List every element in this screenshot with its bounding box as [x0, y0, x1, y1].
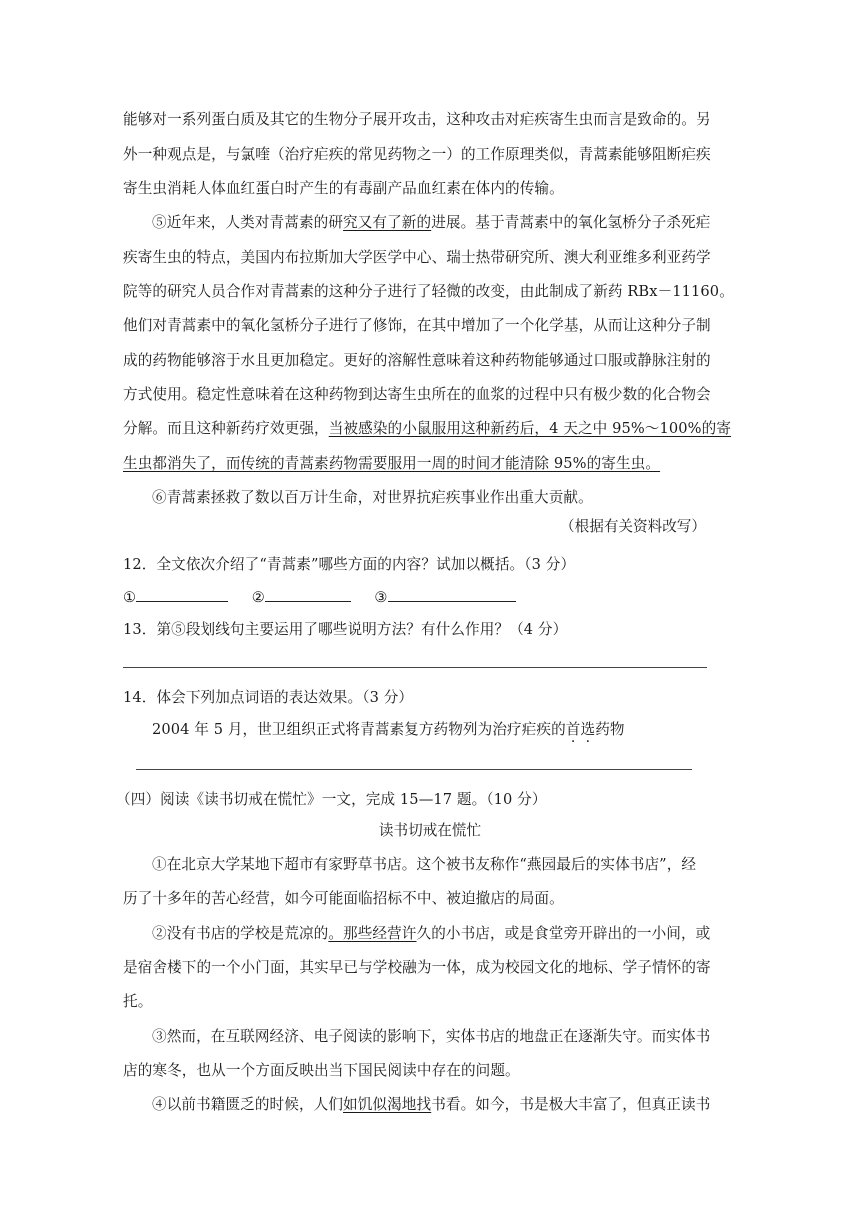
p5-text: 分解。而且这种新药疗效更强， — [123, 420, 329, 437]
p5-text: 进展。基于青蒿素中的氧化氢桥分子杀死疟 — [431, 214, 711, 231]
p5-line-8 — [123, 454, 743, 474]
article-title: 读书切戒在慌忙 — [378, 822, 482, 839]
question-13: 13．第⑤段划线句主要运用了哪些说明方法？有什么作用？（4 分） — [123, 621, 568, 638]
q14-sentence-text: 药物 — [595, 721, 625, 738]
q14-dotted-char: 首 — [565, 721, 581, 738]
q14-dotted-char: 选 — [580, 721, 596, 738]
q12-mark-1: ① — [123, 589, 137, 606]
p5-underlined-sentence: 生虫都消失了，而传统的青蒿素药物需要服用一周的时间才能清除 95%的寄生虫。 — [123, 455, 661, 472]
p4-line-3: 寄生虫消耗人体血红蛋白时产生的有毒副产品血红素在体内的传输。 — [123, 180, 564, 197]
q13-answer-line[interactable] — [123, 667, 707, 668]
a4-line-1 — [152, 1095, 772, 1115]
p5-underlined-phrase: 究又有了新的 — [343, 214, 432, 231]
p5-line-1 — [152, 213, 772, 233]
p5-line-2: 疾寄生虫的特点，美国内布拉斯加大学医学中心、瑞士热带研究所、澳大利亚维多利亚药学 — [123, 249, 711, 266]
a1-line-2: 历了十多年的苦心经营，如今可能面临招标不中、被迫撤店的局面。 — [123, 890, 564, 907]
a2-line-1 — [152, 924, 772, 944]
a3-line-2: 店的寒冬，也从一个方面反映出当下国民阅读中存在的问题。 — [123, 1062, 520, 1079]
q12-mark-3: ③ — [374, 589, 388, 606]
a2-text: ②没有书店的学校是荒凉的 — [152, 925, 329, 942]
a4-text: ④以前书籍匮乏的时候，人们 — [152, 1096, 344, 1113]
q12-blank-2[interactable] — [265, 586, 351, 602]
section-4-heading: （四）阅读《读书切戒在慌忙》一文，完成 15—17 题。（10 分） — [116, 791, 547, 808]
p5-line-4: 他们对青蒿素中的氧化氢桥分子进行了修饰，在其中增加了一个化学基，从而让这种分子制 — [123, 317, 711, 334]
q12-blank-1[interactable] — [136, 586, 228, 602]
a1-line-1: ①在北京大学某地下超市有家野草书店。这个被书友称作“燕园最后的实体书店”，经 — [152, 856, 697, 873]
q14-sentence-text: 2004 年 5 月，世卫组织正式将青蒿素复方药物列为治疗疟疾的 — [152, 721, 566, 738]
p5-underlined-sentence: 当被感染的小鼠服用这种新药后，4 天之中 95%～100%的寄 — [328, 420, 732, 437]
p5-line-3: 院等的研究人员合作对青蒿素的这种分子进行了轻微的改变，由此制成了新药 RBx－11160。 — [123, 283, 734, 300]
q14-answer-line[interactable] — [136, 769, 692, 770]
p5-line-5: 成的药物能够溶于水且更加稳定。更好的溶解性意味着这种药物能够通过口服或静脉注射的 — [123, 352, 711, 369]
a2-line-2: 是宿舍楼下的一个小门面，其实早已与学校融为一体，成为校园文化的地标、学子情怀的寄 — [123, 959, 711, 976]
a2-text: 久的小书店，或是食堂旁开辟出的一小间，或 — [416, 925, 711, 942]
q12-blank-3[interactable] — [388, 586, 516, 602]
source-note: （根据有关资料改写） — [560, 518, 706, 535]
question-12: 12．全文依次介绍了“青蒿素”哪些方面的内容？试加以概括。（3 分） — [123, 556, 576, 573]
a2-line-3: 托。 — [123, 993, 153, 1010]
q14-sentence — [152, 720, 772, 740]
q12-mark-2: ② — [251, 589, 265, 606]
q12-answer-blanks — [123, 586, 743, 608]
p6-line: ⑥青蒿素拯救了数以百万计生命，对世界抗疟疾事业作出重大贡献。 — [152, 489, 593, 506]
a3-line-1: ③然而，在互联网经济、电子阅读的影响下，实体书店的地盘正在逐渐失守。而实体书 — [152, 1028, 711, 1045]
p4-line-2: 外一种观点是，与氯喹（治疗疟疾的常见药物之一）的工作原理类似，青蒿素能够阻断疟疾 — [123, 146, 711, 163]
question-14: 14．体会下列加点词语的表达效果。（3 分） — [123, 689, 414, 706]
a4-text: 书看。如今，书是极大丰富了，但真正读书 — [431, 1096, 711, 1113]
p5-text: ⑤近年来，人类对青蒿素的研 — [152, 214, 344, 231]
p5-line-7 — [123, 419, 743, 439]
p4-line-1: 能够对一系列蛋白质及其它的生物分子展开攻击，这种攻击对疟疾寄生虫而言是致命的。另 — [123, 111, 711, 128]
a4-underlined-phrase: 如饥似渴地找 — [343, 1096, 432, 1113]
p5-line-6: 方式使用。稳定性意味着在这种药物到达寄生虫所在的血浆的过程中只有极少数的化合物会 — [123, 386, 711, 403]
a2-underlined-phrase: 。那些经营许 — [328, 925, 417, 942]
